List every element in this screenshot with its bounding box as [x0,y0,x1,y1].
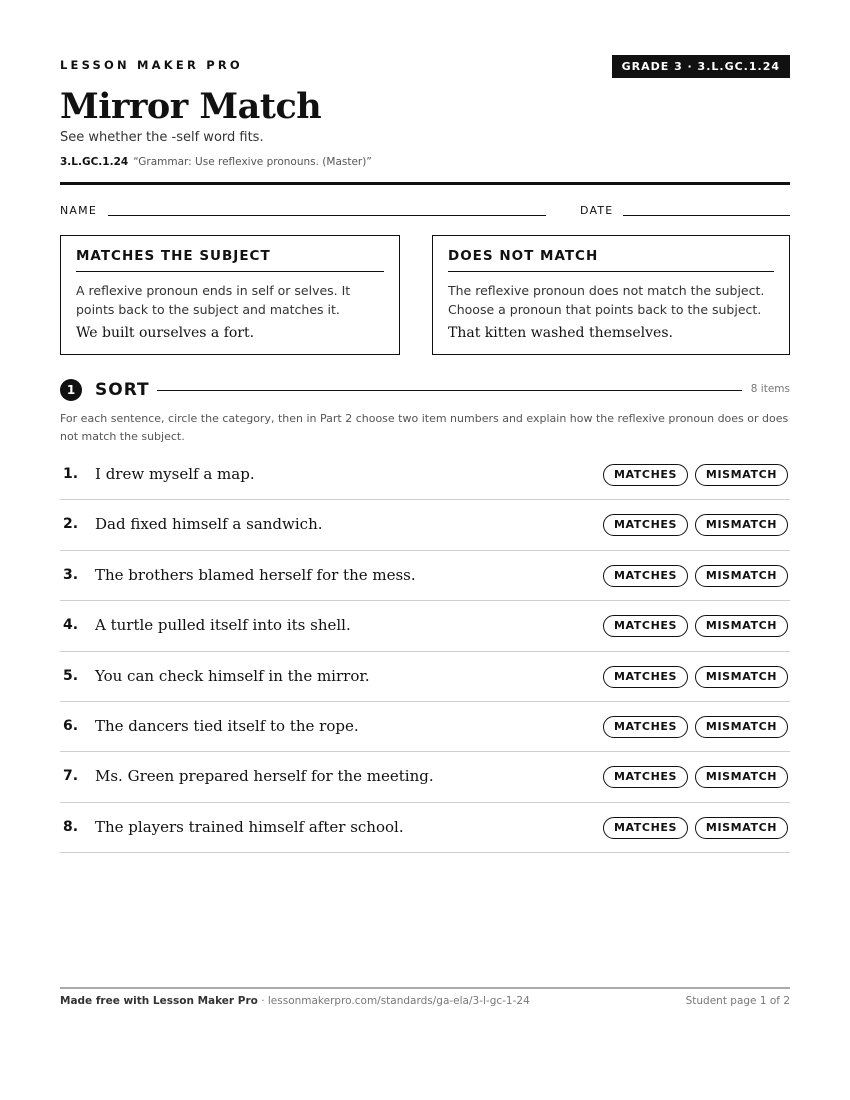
date-label: DATE [580,204,614,217]
mismatch-choice[interactable]: MISMATCH [695,716,788,738]
mismatch-choice[interactable]: MISMATCH [695,565,788,587]
brand-name: LESSON MAKER PRO [60,58,243,72]
list-item [60,803,790,853]
standard-code: 3.L.GC.1.24 [60,156,129,168]
footer-credit [60,995,530,1007]
section-instructions: For each sentence, circle the category, then in Part 2 choose two item numbers and explain how the reflexive pronoun does or does not match the subject. [60,412,789,443]
rule-box-heading: MATCHES THE SUBJECT [76,248,384,272]
rule-box-example: We built ourselves a fort. [76,325,255,341]
item-number: 8. [63,818,79,835]
name-field[interactable] [108,215,546,216]
matches-choice[interactable]: MATCHES [603,817,688,839]
item-sentence: The brothers blamed herself for the mess. [95,565,416,584]
item-count: 8 items [750,383,790,395]
footer-url: · lessonmakerpro.com/standards/ga-ela/3-l-gc-1-24 [257,995,530,1007]
item-sentence: Ms. Green prepared herself for the meeting. [95,767,434,786]
mismatch-choice[interactable]: MISMATCH [695,615,788,637]
item-list [60,450,790,853]
item-number: 3. [63,566,79,583]
standard-line [60,156,372,168]
list-item [60,702,790,752]
matches-choice[interactable]: MATCHES [603,766,688,788]
section-divider [157,390,742,391]
matches-choice[interactable]: MATCHES [603,464,688,486]
matches-choice[interactable]: MATCHES [603,716,688,738]
standard-description: “Grammar: Use reflexive pronouns. (Master)” [133,156,372,168]
mismatch-choice[interactable]: MISMATCH [695,766,788,788]
list-item [60,652,790,702]
list-item [60,500,790,550]
footer-divider [60,987,790,989]
rule-box-mismatch [432,235,790,355]
item-sentence: A turtle pulled itself into its shell. [95,616,351,635]
list-item [60,752,790,802]
item-sentence: The players trained himself after school. [95,817,404,836]
item-sentence: I drew myself a map. [95,465,255,483]
name-date-row [60,204,790,220]
footer-page-number: Student page 1 of 2 [685,995,790,1007]
date-field[interactable] [623,215,790,216]
header-divider [60,182,790,185]
item-number: 2. [63,516,79,533]
list-item [60,551,790,601]
mismatch-choice[interactable]: MISMATCH [695,514,788,536]
rule-box-description: A reflexive pronoun ends in self or selves. It points back to the subject and matches it. [76,283,351,317]
mismatch-choice[interactable]: MISMATCH [695,817,788,839]
rule-box-heading: DOES NOT MATCH [448,248,774,272]
item-sentence: You can check himself in the mirror. [95,666,370,685]
item-sentence: The dancers tied itself to the rope. [95,716,359,735]
section-header [60,378,790,402]
mismatch-choice[interactable]: MISMATCH [695,666,788,688]
item-number: 5. [63,667,79,684]
list-item [60,450,790,500]
footer-made-with: Made free with Lesson Maker Pro [60,995,258,1007]
rule-box-description: The reflexive pronoun does not match the subject. Choose a pronoun that points back to the subject. [448,283,765,317]
item-sentence: Dad fixed himself a sandwich. [95,515,323,534]
page-subtitle: See whether the -self word fits. [60,130,264,145]
item-number: 6. [63,717,79,734]
matches-choice[interactable]: MATCHES [603,666,688,688]
grade-badge: GRADE 3 · 3.L.GC.1.24 [612,55,790,78]
worksheet-page [60,0,790,1100]
page-title: Mirror Match [60,86,322,127]
section-title: SORT [95,380,150,400]
rule-box-example: That kitten washed themselves. [448,325,673,341]
mismatch-choice[interactable]: MISMATCH [695,464,788,486]
list-item [60,601,790,651]
matches-choice[interactable]: MATCHES [603,514,688,536]
section-number-badge: 1 [60,379,82,401]
matches-choice[interactable]: MATCHES [603,615,688,637]
item-number: 1. [63,466,79,482]
rule-box-matches [60,235,400,355]
item-number: 7. [63,768,79,785]
matches-choice[interactable]: MATCHES [603,565,688,587]
name-label: NAME [60,204,97,217]
item-number: 4. [63,617,79,634]
